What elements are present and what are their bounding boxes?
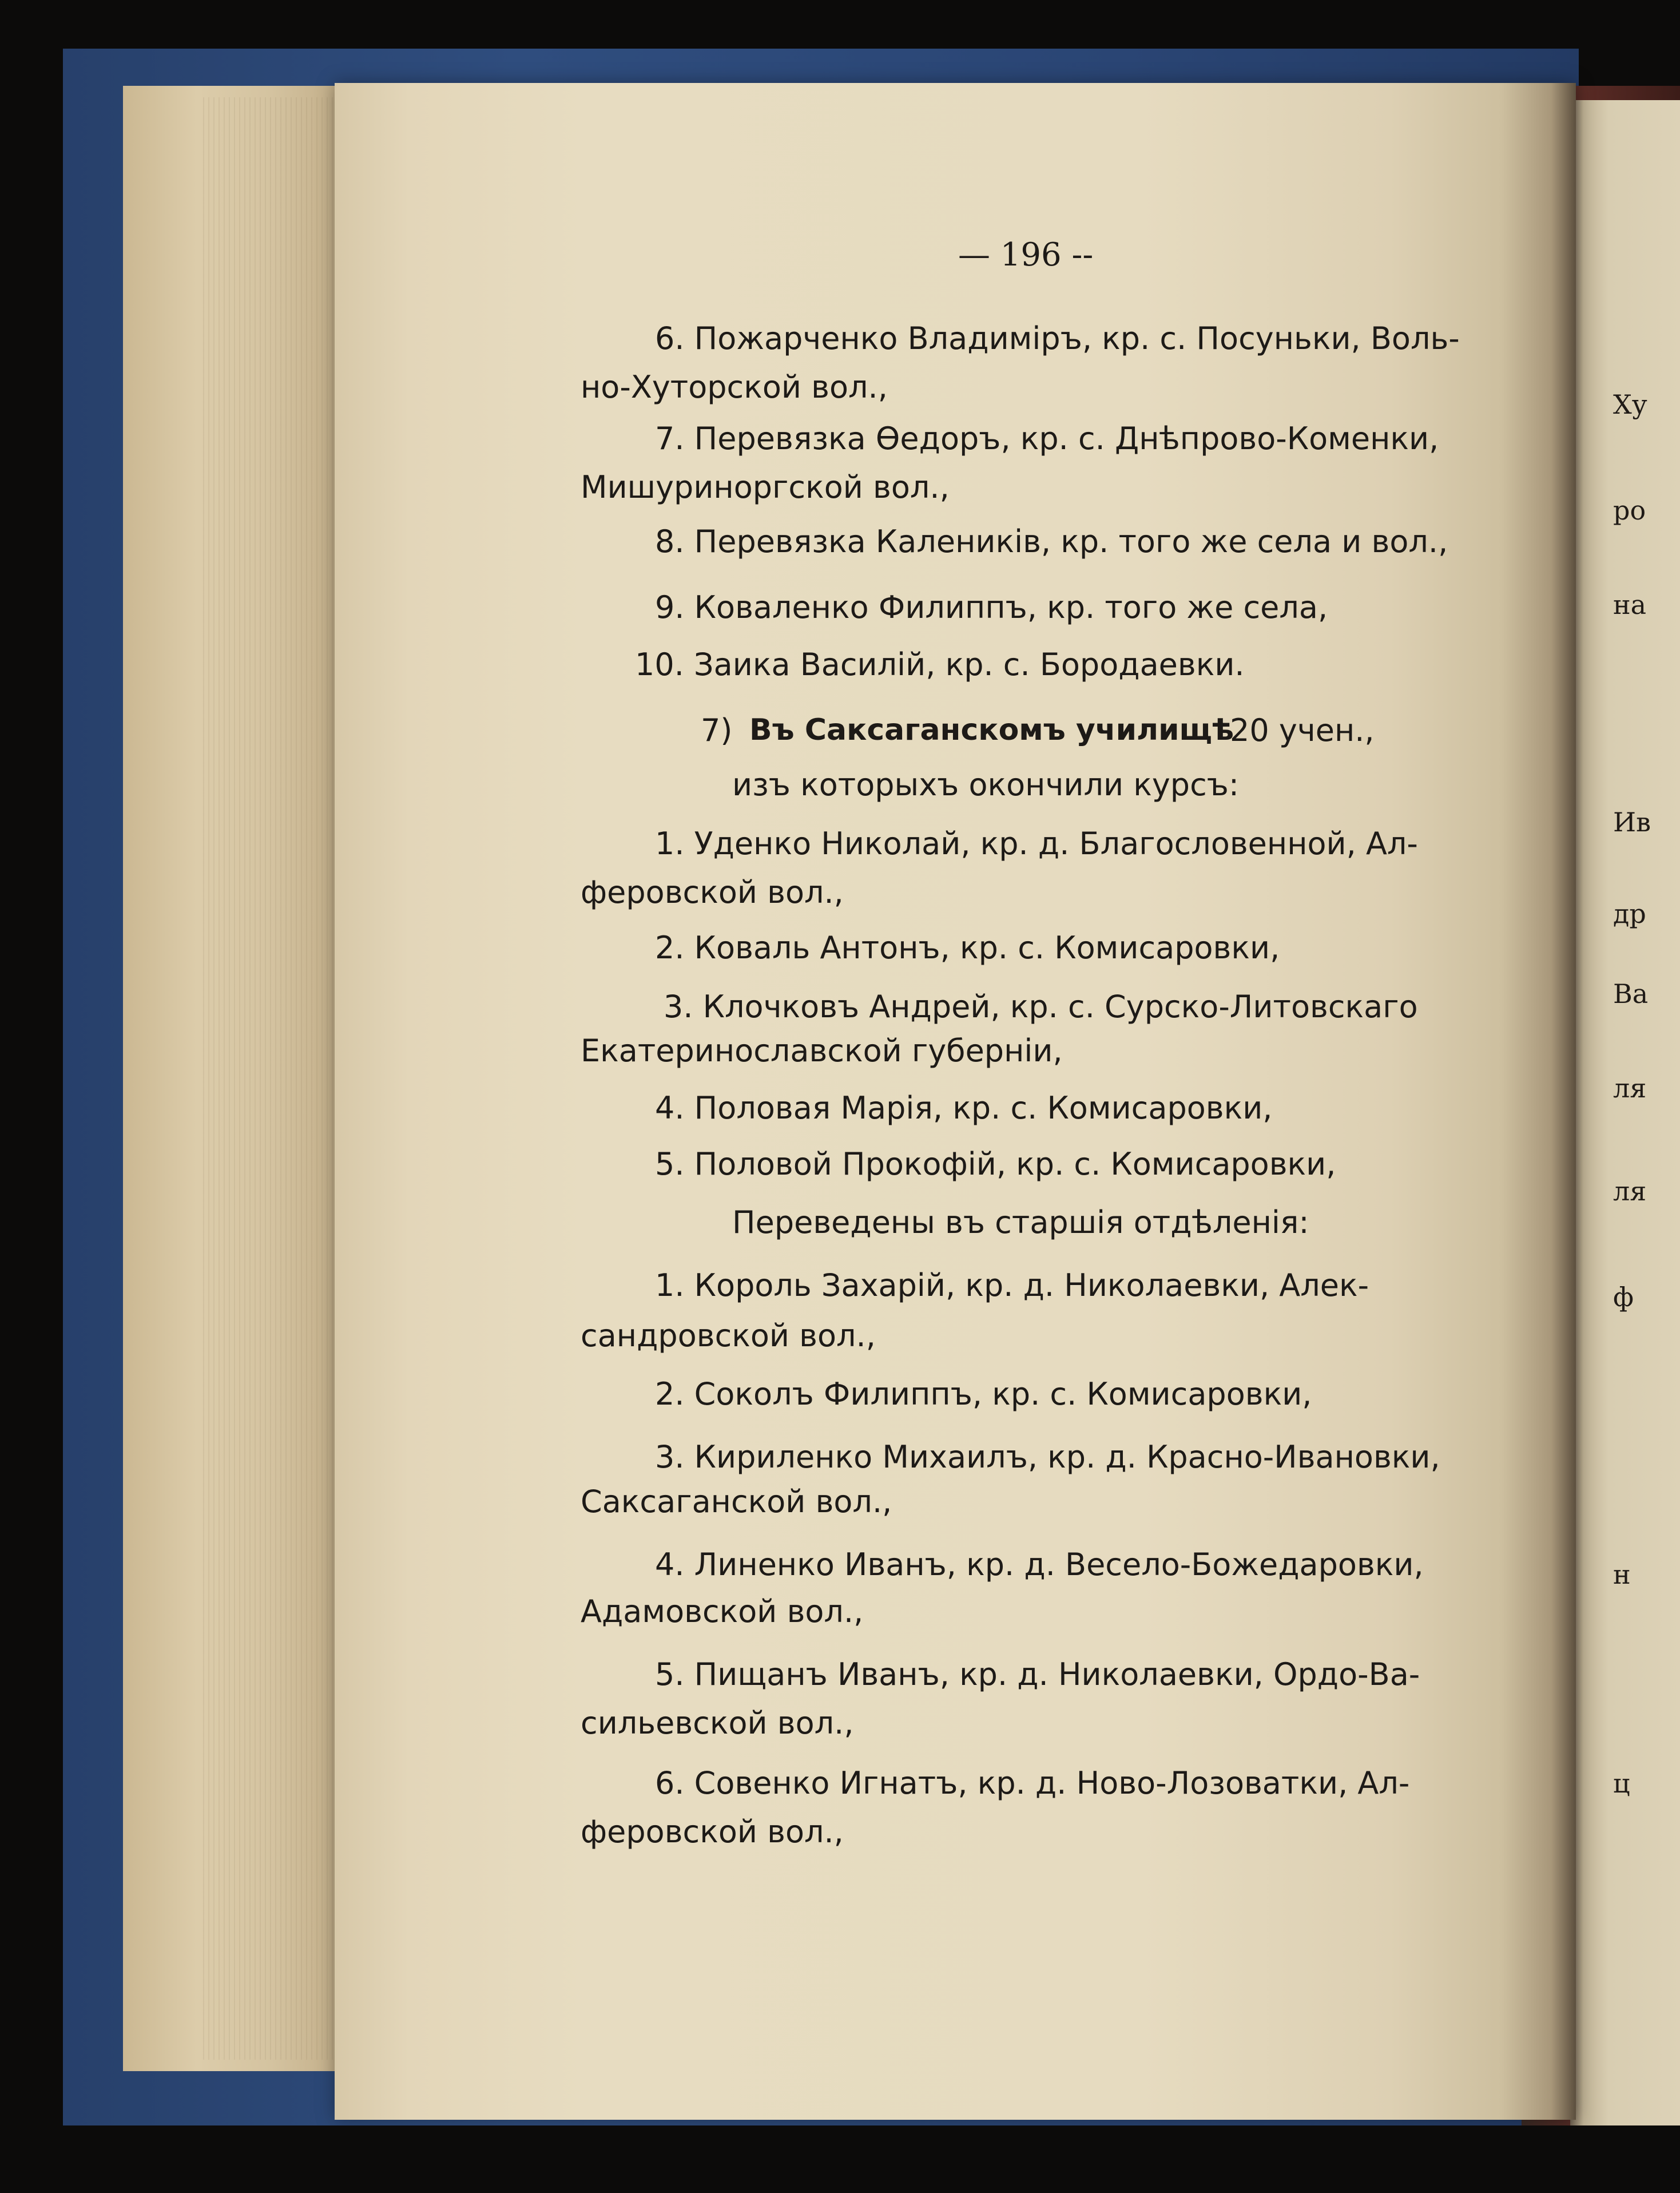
text-line: сильевской вол., [581,1705,854,1741]
facing-fragment: ля [1613,1176,1647,1207]
text-line: 4. Половая Марія, кр. с. Комисаровки, [655,1090,1273,1126]
text-line: Саксаганской вол., [581,1484,892,1520]
text-line: Переведены въ старшія отдѣленія: [732,1204,1309,1240]
facing-fragment: ро [1613,495,1646,526]
text-line: 2. Коваль Антонъ, кр. с. Комисаровки, [655,930,1280,966]
facing-fragment: Ив [1613,807,1651,838]
background-bottom [0,2125,1680,2193]
page-edges [203,97,335,2060]
text-line: Адамовской вол., [581,1593,864,1629]
facing-fragment: др [1613,898,1646,929]
text-line: 2. Соколъ Филиппъ, кр. с. Комисаровки, [655,1376,1312,1412]
text-line: но-Хуторской вол., [581,369,888,405]
facing-fragment: н [1613,1559,1631,1590]
facing-fragment: на [1613,589,1647,620]
text-line: феровской вол., [581,874,844,910]
text-line: Мишуриноргской вол., [581,469,950,505]
text-line: 1. Уденко Николай, кр. д. Благословенной, Ал- [655,826,1418,862]
text-line: Екатеринославской губерніи, [581,1033,1063,1069]
text-line: 10. Заика Василій, кр. с. Бородаевки. [635,647,1245,683]
facing-fragment: Ва [1613,978,1649,1009]
school-heading: Въ Саксаганскомъ училищѣ [749,713,1234,747]
facing-fragment: ля [1613,1073,1647,1104]
text-line: 8. Перевязка Калеників, кр. того же села и вол., [655,524,1448,560]
text-line: феровской вол., [581,1814,844,1850]
text-line: 1. Король Захарій, кр. д. Николаевки, Алек- [655,1267,1369,1303]
text-line: 4. Линенко Иванъ, кр. д. Весело-Божедаровки, [655,1546,1424,1583]
facing-fragment: ф [1613,1282,1634,1312]
text-line: 7) [701,712,733,748]
text-line: 6. Совенко Игнатъ, кр. д. Ново-Лозоватки, Ал- [655,1765,1410,1801]
text-line: 5. Половой Прокофій, кр. с. Комисаровки, [655,1146,1336,1182]
text-line: 6. Пожарченко Владиміръ, кр. с. Посуньки, Воль- [655,320,1460,356]
text-line: изъ которыхъ окончили курсъ: [732,767,1240,803]
text-line: 20 учен., [1230,712,1375,748]
page-number: — 196 -- [958,236,1094,273]
facing-fragment: ц [1613,1768,1630,1799]
text-line: 3. Клочковъ Андрей, кр. с. Сурско-Литовскаго [664,989,1418,1025]
text-line: сандровской вол., [581,1318,876,1354]
text-line: 3. Кириленко Михаилъ, кр. д. Красно-Ивановки, [655,1439,1440,1475]
text-line: 7. Перевязка Ѳедоръ, кр. с. Днѣпрово-Коменки, [655,421,1439,457]
facing-fragment: Ху [1613,389,1647,420]
text-line: 9. Коваленко Филиппъ, кр. того же села, [655,589,1328,625]
text-line: 5. Пищанъ Иванъ, кр. д. Николаевки, Ордо-Ва- [655,1656,1420,1692]
